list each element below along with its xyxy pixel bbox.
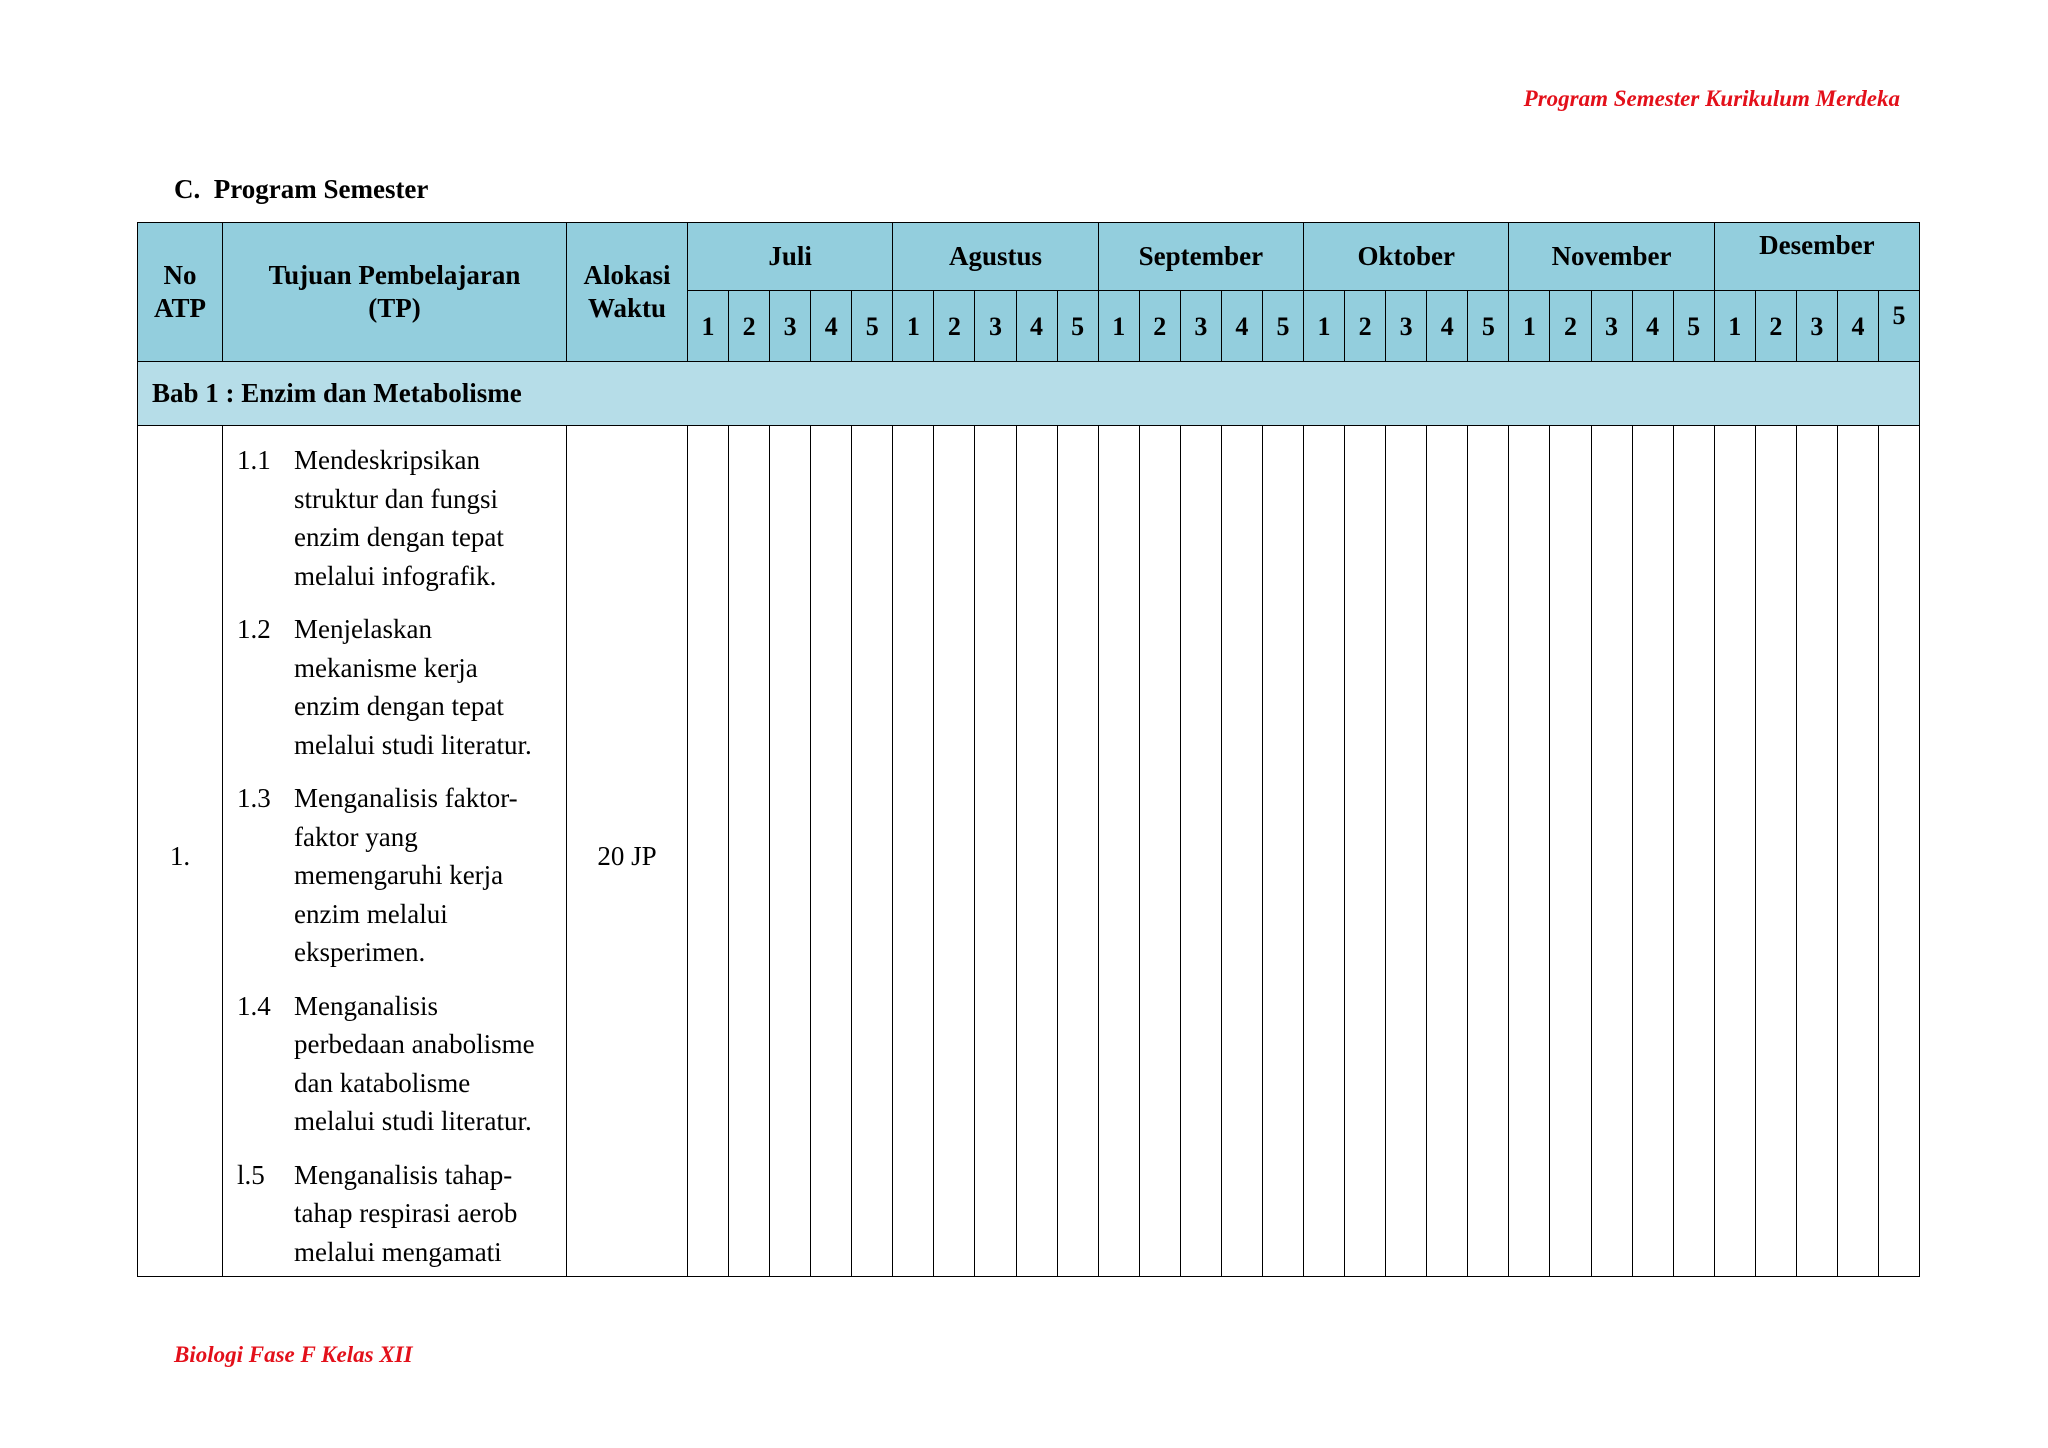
- month-oktober: Oktober: [1304, 223, 1509, 291]
- week-header-cell: 4: [1427, 291, 1468, 362]
- week-header-cell: 2: [1139, 291, 1180, 362]
- week-header-cell: 5: [852, 291, 893, 362]
- schedule-cell: [1714, 426, 1755, 1277]
- schedule-cell: [1673, 426, 1714, 1277]
- schedule-cell: [1304, 426, 1345, 1277]
- week-header-cell: 2: [729, 291, 770, 362]
- schedule-cell: [1016, 426, 1057, 1277]
- section-title: C. Program Semester: [174, 174, 429, 204]
- schedule-cell: [1878, 426, 1919, 1277]
- week-header-cell: 4: [1837, 291, 1878, 362]
- schedule-cell: [1057, 426, 1098, 1277]
- week-header-cell: 1: [1714, 291, 1755, 362]
- tp-item-text: Menganalisis tahap- tahap respirasi aerob melalui mengamati: [294, 1159, 518, 1267]
- schedule-cell: [1591, 426, 1632, 1277]
- schedule-cell: [729, 426, 770, 1277]
- tp-item-text: Mendeskripsikan struktur dan fungsi enzim dengan tepat melalui infografik.: [294, 445, 504, 591]
- schedule-cell: [893, 426, 934, 1277]
- schedule-cell: [934, 426, 975, 1277]
- schedule-cell: [1180, 426, 1221, 1277]
- week-header-cell: 4: [1221, 291, 1262, 362]
- week-header-cell: 5: [1262, 291, 1303, 362]
- week-header-cell: 5: [1878, 291, 1919, 362]
- schedule-cell: [1550, 426, 1591, 1277]
- tp-item-text: Menganalisis perbedaan anabolisme dan katabolisme melalui studi literatur.: [294, 990, 535, 1136]
- program-semester-table: [137, 222, 1920, 1277]
- schedule-cell: [1632, 426, 1673, 1277]
- tp-item: [237, 610, 562, 764]
- week-header-cell: 1: [1098, 291, 1139, 362]
- month-desember: Desember: [1714, 223, 1919, 291]
- schedule-cell: [770, 426, 811, 1277]
- running-footer-label: Biologi Fase F Kelas XII: [174, 1342, 413, 1367]
- col-no-atp: No ATP: [138, 223, 223, 362]
- week-header-cell: 1: [893, 291, 934, 362]
- tp-item: [237, 441, 562, 595]
- table-row: [138, 426, 1920, 1277]
- schedule-cell: [852, 426, 893, 1277]
- month-juli: Juli: [688, 223, 893, 291]
- week-header-cell: 4: [1632, 291, 1673, 362]
- week-header-cell: 2: [1550, 291, 1591, 362]
- tp-item-number: l.5: [237, 1159, 265, 1190]
- tp-item-number: 1.2: [237, 614, 271, 644]
- schedule-cell: [1139, 426, 1180, 1277]
- week-header-cell: 4: [1016, 291, 1057, 362]
- col-tujuan-pembelajaran: Tujuan Pembelajaran (TP): [223, 223, 567, 362]
- tp-item-text: Menjelaskan mekanisme kerja enzim dengan tepat melalui studi literatur.: [294, 614, 532, 760]
- atp-number: 1.: [138, 426, 223, 1277]
- schedule-cell: [1509, 426, 1550, 1277]
- chapter-title: Bab 1 : Enzim dan Metabolisme: [138, 362, 1920, 426]
- week-header-cell: 2: [1345, 291, 1386, 362]
- week-header-cell: 5: [1468, 291, 1509, 362]
- week-header-cell: 2: [934, 291, 975, 362]
- week-header-cell: 1: [688, 291, 729, 362]
- month-agustus: Agustus: [893, 223, 1098, 291]
- month-september: September: [1098, 223, 1303, 291]
- schedule-cell: [688, 426, 729, 1277]
- tp-item: [237, 779, 562, 972]
- schedule-cell: [1796, 426, 1837, 1277]
- week-header-cell: 1: [1509, 291, 1550, 362]
- week-header-cell: 5: [1673, 291, 1714, 362]
- schedule-cell: [975, 426, 1016, 1277]
- week-header-cell: 3: [975, 291, 1016, 362]
- tp-item: [237, 987, 562, 1141]
- month-header-row: [138, 223, 1920, 291]
- week-header-cell: 3: [1796, 291, 1837, 362]
- week-header-cell: 1: [1304, 291, 1345, 362]
- week-header-cell: 2: [1755, 291, 1796, 362]
- running-header-title: Program Semester Kurikulum Merdeka: [1523, 86, 1900, 111]
- week-header-cell: 5: [1057, 291, 1098, 362]
- tp-item: [237, 1156, 562, 1272]
- alokasi-waktu-value: 20 JP: [567, 426, 688, 1277]
- week-header-cell: 3: [770, 291, 811, 362]
- schedule-cell: [1837, 426, 1878, 1277]
- week-header-cell: 3: [1386, 291, 1427, 362]
- schedule-cell: [1468, 426, 1509, 1277]
- col-alokasi-waktu: Alokasi Waktu: [567, 223, 688, 362]
- schedule-cell: [1098, 426, 1139, 1277]
- tp-item-text: Menganalisis faktor- faktor yang memengaruhi kerja enzim melalui eksperimen.: [294, 783, 518, 967]
- schedule-cell: [1386, 426, 1427, 1277]
- schedule-cell: [1262, 426, 1303, 1277]
- schedule-cell: [811, 426, 852, 1277]
- schedule-cell: [1221, 426, 1262, 1277]
- week-header-cell: 3: [1591, 291, 1632, 362]
- tp-item-number: 1.4: [237, 990, 271, 1021]
- chapter-row: [138, 362, 1920, 426]
- tp-cell: [223, 426, 567, 1277]
- tp-item-number: 1.1: [237, 445, 271, 475]
- week-header-cell: 3: [1180, 291, 1221, 362]
- month-november: November: [1509, 223, 1714, 291]
- week-header-cell: 4: [811, 291, 852, 362]
- schedule-cell: [1345, 426, 1386, 1277]
- schedule-cell: [1427, 426, 1468, 1277]
- tp-item-number: 1.3: [237, 783, 271, 813]
- schedule-cell: [1755, 426, 1796, 1277]
